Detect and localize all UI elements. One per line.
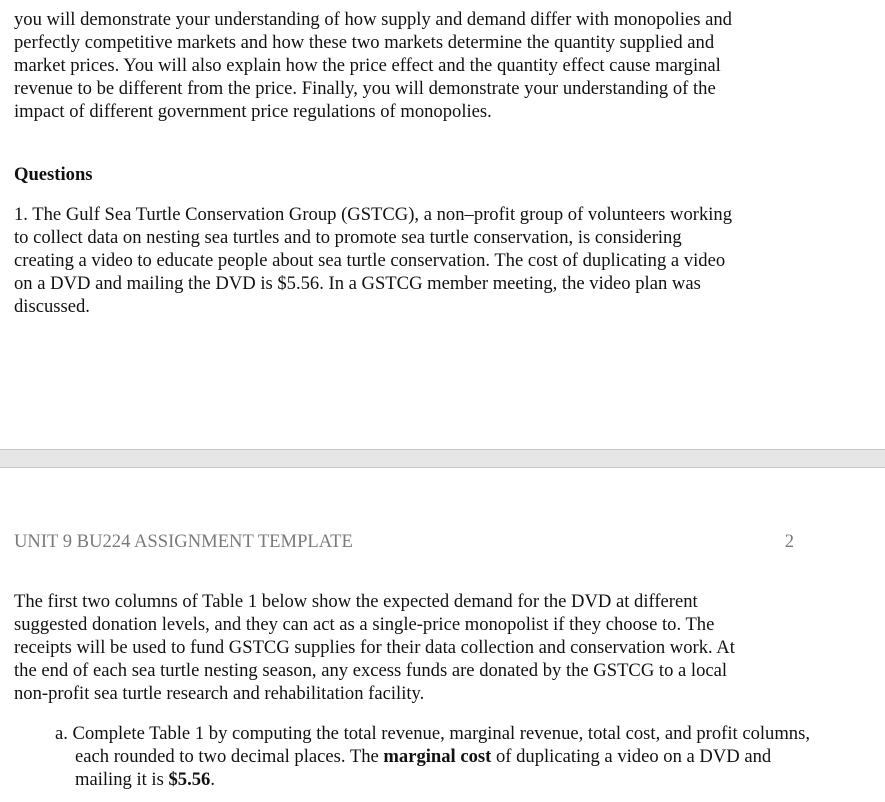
- marginal-cost-term: marginal cost: [383, 746, 492, 767]
- list-item-a: [55, 722, 820, 791]
- page-number: 2: [784, 531, 794, 552]
- question-1-paragraph: 1. The Gulf Sea Turtle Conservation Group (GSTCG), a non–profit group of volunteers working to collect data on nesting sea turtles and to promote sea turtle conservation, is considering creating a video to educate people about sea turtle conservation. The cost of duplicating a video on a DVD and mailing the DVD is $5.56. In a GSTCG member meeting, the video plan was discussed.: [14, 204, 733, 317]
- document-page-2: [0, 468, 885, 802]
- page-break-gap: [0, 449, 885, 468]
- list-item-a-text-1: a. Complete Table 1 by computing the total revenue, marginal revenue, total cost, and profit columns, each rounded to two decimal places. The: [55, 723, 810, 767]
- list-item-a-text-2: of duplicating a video on a DVD and mailing it is: [75, 746, 772, 790]
- intro-paragraph: you will demonstrate your understanding of how supply and demand differ with monopolies and perfectly competitive markets and how these two markets determine the quantity supplied and market prices. You will also explain how the price effect and the quantity effect cause marginal revenue to be different from the price. Finally, you will demonstrate your understanding of the impact of different government price regulations of monopolies.: [14, 9, 732, 122]
- list-item-a-text-3: .: [210, 769, 215, 790]
- marginal-cost-value: $5.56: [168, 769, 211, 790]
- running-header-title: UNIT 9 BU224 ASSIGNMENT TEMPLATE: [14, 531, 353, 552]
- table-intro-paragraph: The first two columns of Table 1 below show the expected demand for the DVD at different suggested donation levels, and they can act as a single-price monopolist if they choose to. The receipts will be used to fund GSTCG supplies for their data collection and conservation work. At the end of each sea turtle nesting season, any excess funds are donated by the GSTCG to a local non-profit sea turtle research and rehabilitation facility.: [14, 591, 735, 704]
- questions-heading: Questions: [14, 164, 93, 185]
